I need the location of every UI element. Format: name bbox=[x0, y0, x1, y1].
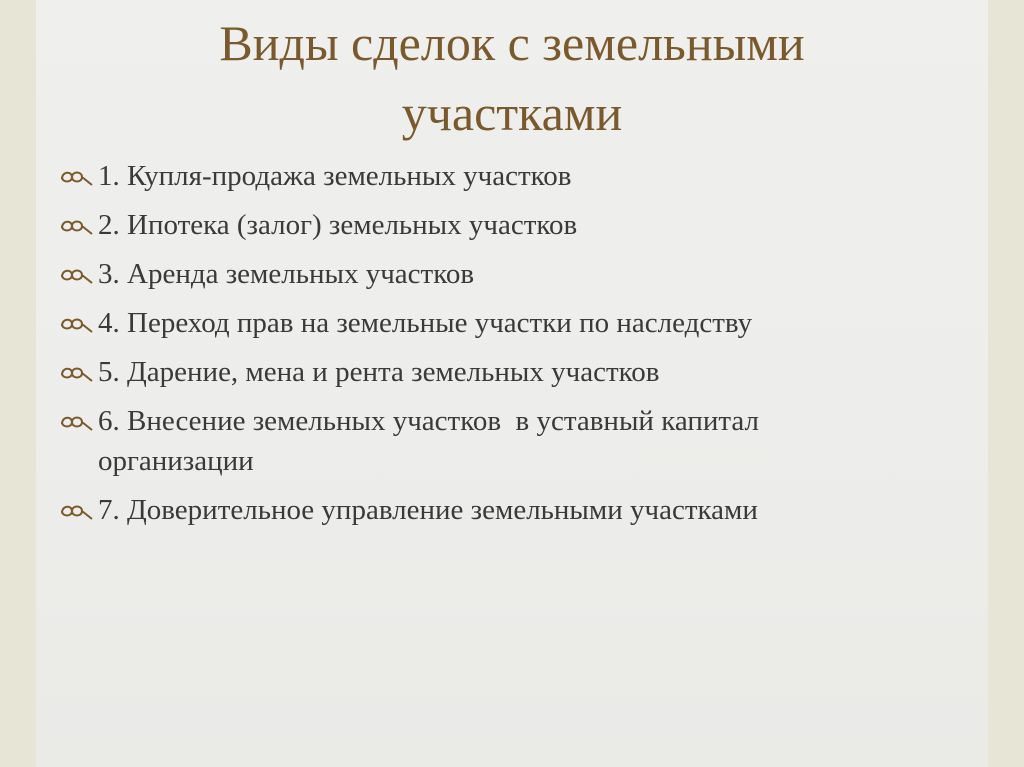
double-loop-icon bbox=[58, 156, 98, 196]
list-item bbox=[58, 303, 958, 343]
double-loop-icon bbox=[58, 352, 98, 392]
list-item bbox=[58, 490, 958, 530]
double-loop-icon bbox=[58, 303, 98, 343]
list-item bbox=[58, 205, 958, 245]
double-loop-icon bbox=[58, 205, 98, 245]
list-item-text: 7. Доверительное управление земельными участками bbox=[98, 494, 758, 526]
list-item-text: 5. Дарение, мена и рента земельных участков bbox=[98, 356, 660, 388]
list-item bbox=[58, 401, 958, 481]
list-item-text: 6. Внесение земельных участков в уставный капитал организации bbox=[98, 405, 760, 477]
list-item-text: 2. Ипотека (залог) земельных участков bbox=[98, 209, 578, 241]
list-item-text: 4. Переход прав на земельные участки по наследству bbox=[98, 307, 753, 339]
list-item bbox=[58, 156, 958, 196]
list-item-text: 1. Купля-продажа земельных участков bbox=[98, 160, 572, 192]
list-item bbox=[58, 254, 958, 294]
list-item bbox=[58, 352, 958, 392]
double-loop-icon bbox=[58, 254, 98, 294]
double-loop-icon bbox=[58, 401, 98, 441]
bullet-list bbox=[58, 156, 958, 539]
double-loop-icon bbox=[58, 490, 98, 530]
slide-title: Виды сделок с земельными участками bbox=[219, 15, 805, 141]
list-item-text: 3. Аренда земельных участков bbox=[98, 258, 475, 290]
